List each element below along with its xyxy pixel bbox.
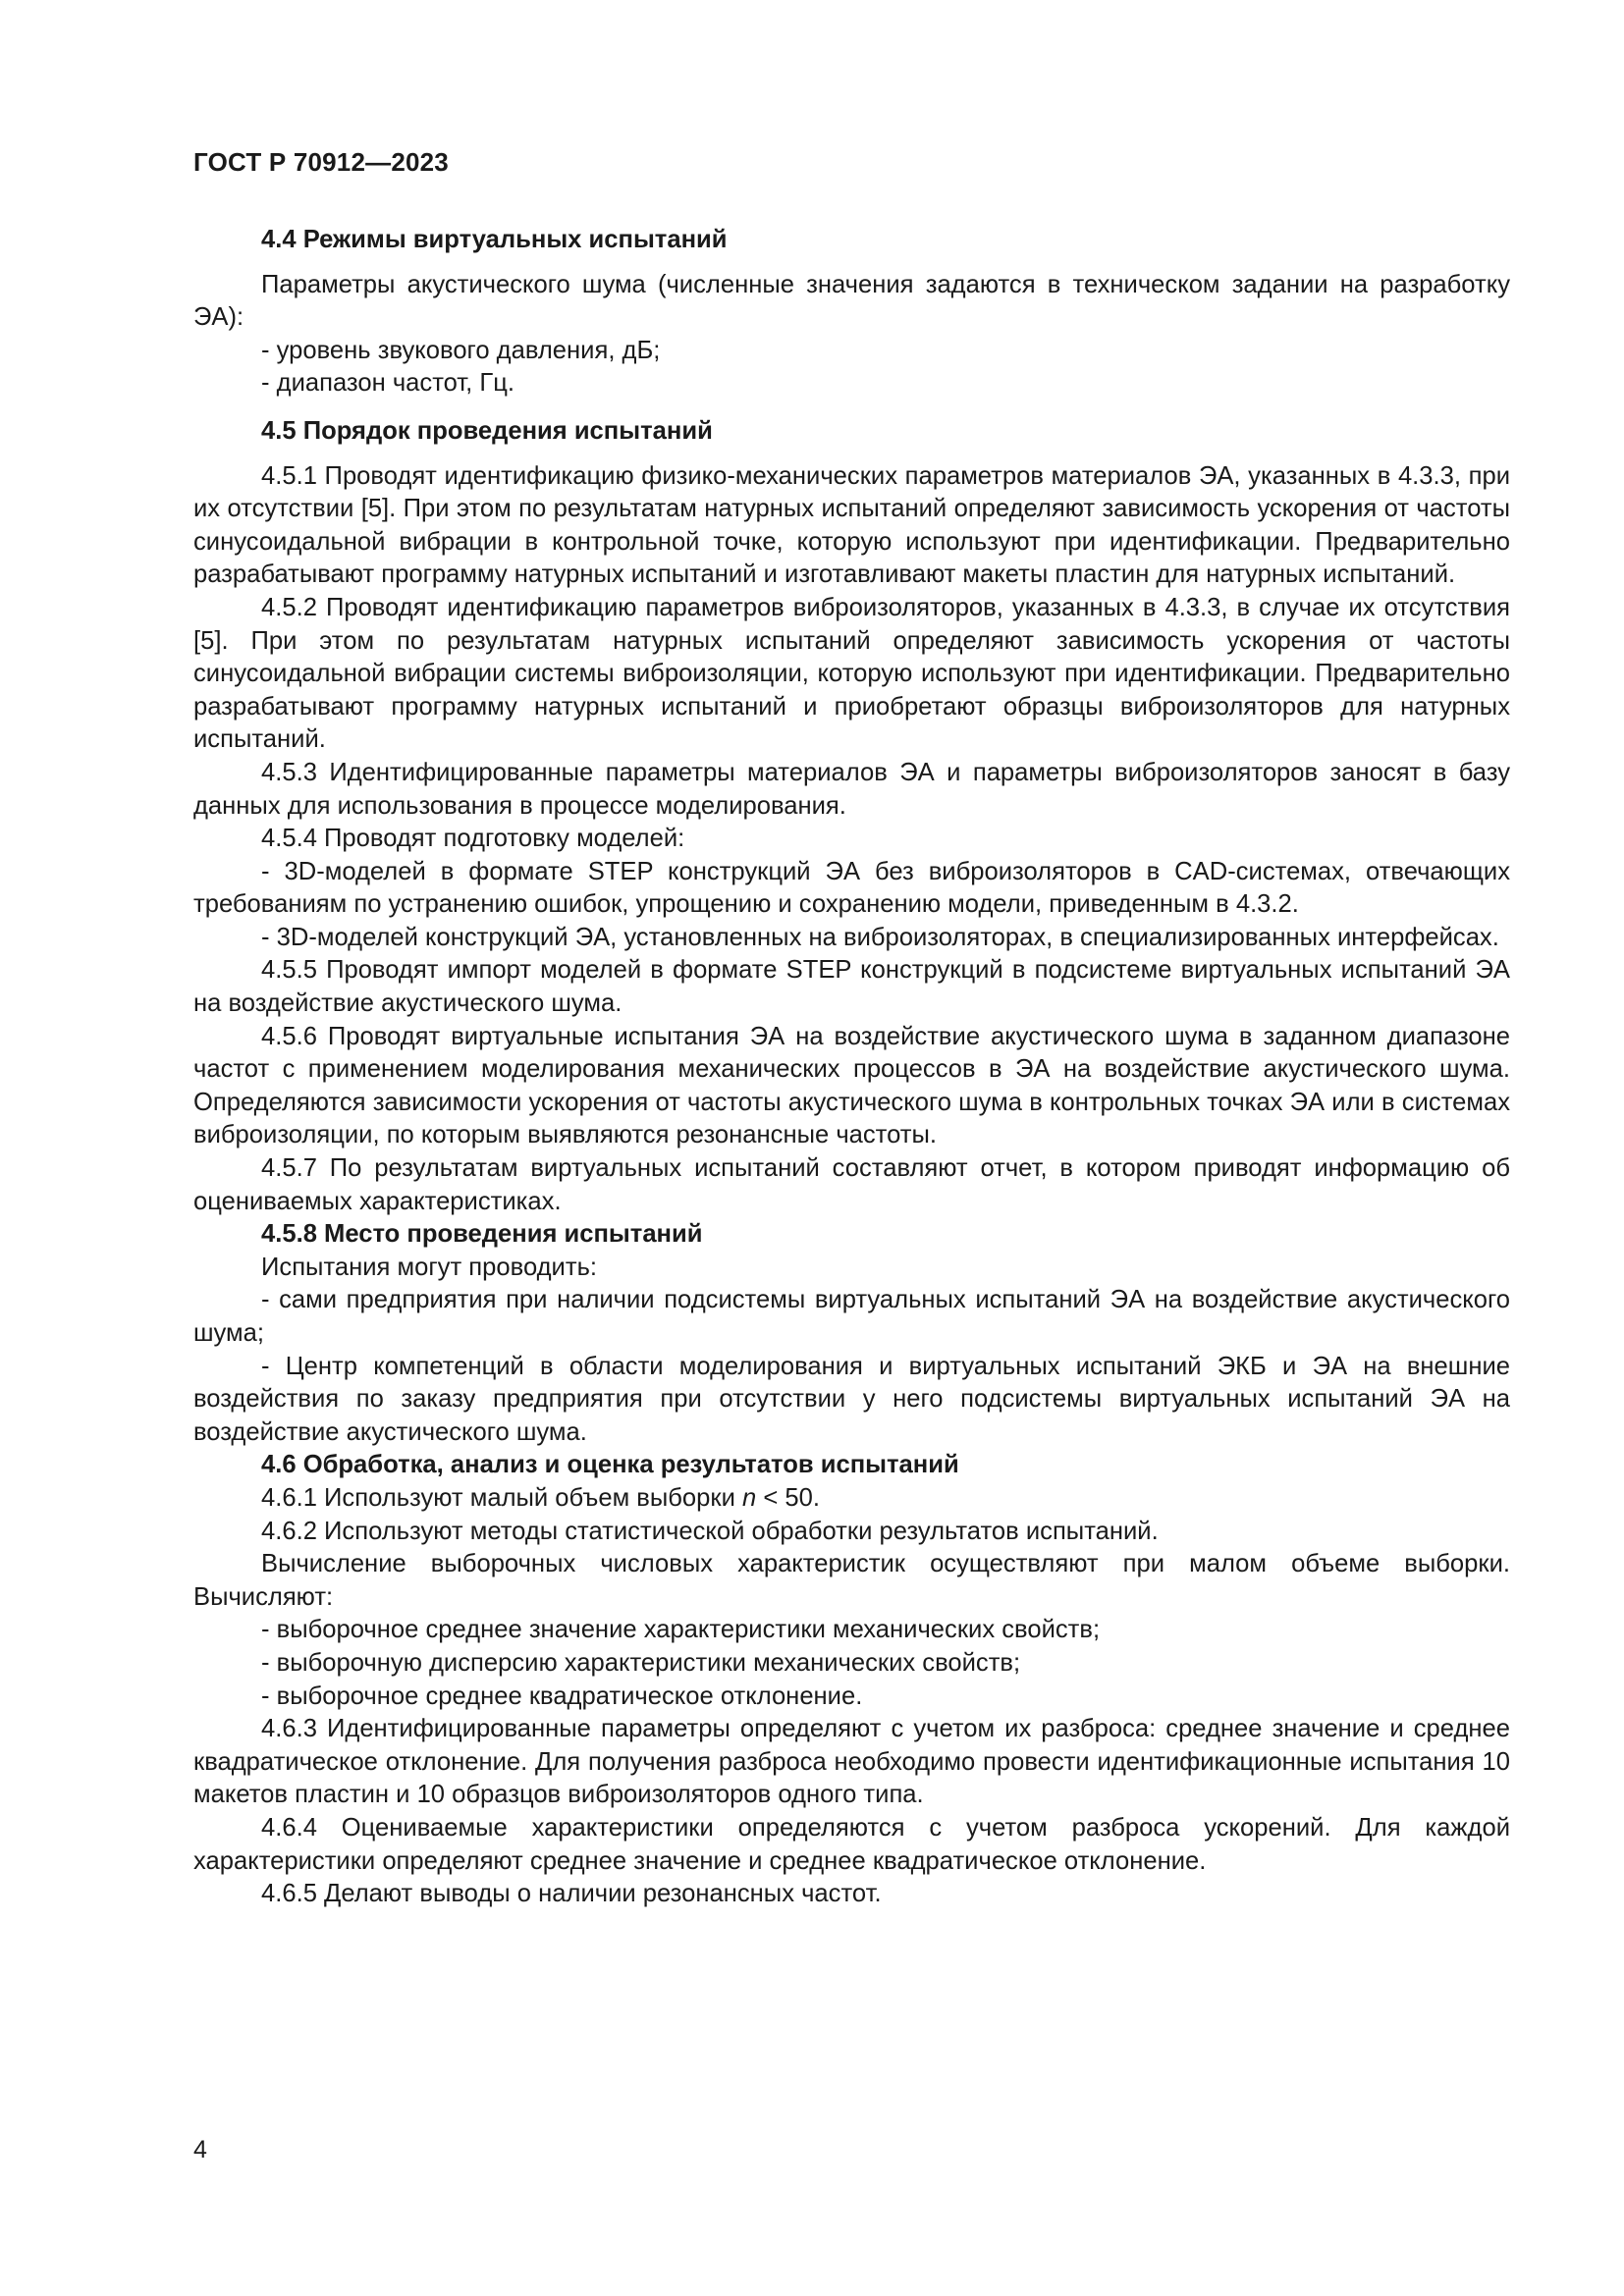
paragraph-4-5-4: 4.5.4 Проводят подготовку моделей: bbox=[261, 825, 685, 853]
text-segment: 4.6.1 Используют малый объем выборки bbox=[261, 1483, 743, 1512]
paragraph-4-5-3: 4.5.3 Идентифицированные параметры материалов ЭА и параметры виброизоляторов заносят в базу данных для использования в процессе моделирования. bbox=[193, 758, 1510, 820]
list-item: - сами предприятия при наличии подсистемы виртуальных испытаний ЭА на воздействие акустического шума; bbox=[193, 1286, 1510, 1347]
paragraph-4-5-1: 4.5.1 Проводят идентификацию физико-механических параметров материалов ЭА, указанных в 4.3.3, при их отсутствии [5]. При этом по результатам натурных испытаний определяют зависимость ускорения от частоты синусоидальной вибрации в контрольной точке, которую используют при идентификации. Предварительно разрабатывают программу натурных испытаний и изготавливают макеты пластин для натурных испытаний. bbox=[193, 461, 1510, 589]
variable-n: n bbox=[742, 1483, 757, 1512]
list-item: - 3D-моделей конструкций ЭА, установленных на виброизоляторах, в специализированных интерфейсах. bbox=[261, 923, 1499, 951]
paragraph-4-5-2: 4.5.2 Проводят идентификацию параметров виброизоляторов, указанных в 4.3.3, в случае их отсутствия [5]. При этом по результатам натурных испытаний определяют зависимость ускорения от частоты синусоидальной вибрации системы виброизоляции, которую используют при идентификации. Предварительно разрабатывают программу натурных испытаний и приобретают образцы виброизоляторов для натурных испытаний. bbox=[193, 593, 1510, 754]
document-header: ГОСТ Р 70912—2023 bbox=[193, 147, 449, 177]
section-heading-4-6: 4.6 Обработка, анализ и оценка результатов испытаний bbox=[261, 1451, 959, 1479]
text-segment: < 50. bbox=[756, 1483, 820, 1512]
list-item: - Центр компетенций в области моделирования и виртуальных испытаний ЭКБ и ЭА на внешние воздействия по заказу предприятия при отсутствии у него подсистемы виртуальных испытаний ЭА на воздействие акустического шума. bbox=[193, 1352, 1510, 1446]
paragraph-4-6-2: 4.6.2 Используют методы статистической обработки результатов испытаний. bbox=[261, 1517, 1159, 1545]
paragraph-4-5-6: 4.5.6 Проводят виртуальные испытания ЭА на воздействие акустического шума в заданном диапазоне частот с применением моделирования механических процессов в ЭА на воздействие акустического шума. Определяются зависимости ускорения от частоты акустического шума в контрольных точках ЭА или в системах виброизоляции, по которым выявляются резонансные частоты. bbox=[193, 1022, 1510, 1149]
paragraph-4-6-5: 4.6.5 Делают выводы о наличии резонансных частот. bbox=[261, 1880, 882, 1908]
paragraph: Параметры акустического шума (численные значения задаются в техническом задании на разработку ЭА): bbox=[193, 270, 1510, 332]
section-heading-4-5: 4.5 Порядок проведения испытаний bbox=[261, 416, 713, 445]
list-item: - уровень звукового давления, дБ; bbox=[261, 336, 661, 364]
list-item: - диапазон частот, Гц. bbox=[261, 369, 515, 398]
page-number: 4 bbox=[193, 2136, 207, 2163]
list-item: - выборочное среднее значение характеристики механических свойств; bbox=[261, 1616, 1101, 1644]
paragraph: Испытания могут проводить: bbox=[261, 1253, 598, 1281]
section-heading-4-4: 4.4 Режимы виртуальных испытаний bbox=[261, 226, 728, 253]
paragraph: Вычисление выборочных числовых характеристик осуществляют при малом объеме выборки. Вычисляют: bbox=[193, 1550, 1510, 1611]
paragraph-4-5-7: 4.5.7 По результатам виртуальных испытаний составляют отчет, в котором приводят информацию об оцениваемых характеристиках. bbox=[193, 1154, 1510, 1215]
paragraph-4-6-4: 4.6.4 Оцениваемые характеристики определяются с учетом разброса ускорений. Для каждой характеристики определяют среднее значение и среднее квадратическое отклонение. bbox=[193, 1813, 1510, 1875]
paragraph-4-6-1 bbox=[193, 1482, 1510, 1516]
list-item: - выборочную дисперсию характеристики механических свойств; bbox=[261, 1648, 1021, 1677]
section-heading-4-5-8: 4.5.8 Место проведения испытаний bbox=[261, 1220, 703, 1249]
list-item: - выборочное среднее квадратическое отклонение. bbox=[261, 1682, 863, 1710]
list-item: - 3D-моделей в формате STEP конструкций ЭА без виброизоляторов в CAD-системах, отвечающих требованиям по устранению ошибок, упрощению и сохранению модели, приведенным в 4.3.2. bbox=[193, 857, 1510, 919]
paragraph-4-6-3: 4.6.3 Идентифицированные параметры определяют с учетом их разброса: среднее значение и среднее квадратическое отклонение. Для получения разброса необходимо провести идентификационные испытания 10 макетов пластин и 10 образцов виброизоляторов одного типа. bbox=[193, 1715, 1510, 1809]
paragraph-4-5-5: 4.5.5 Проводят импорт моделей в формате STEP конструкций в подсистеме виртуальных испытаний ЭА на воздействие акустического шума. bbox=[193, 956, 1510, 1018]
document-body bbox=[193, 224, 1510, 1911]
